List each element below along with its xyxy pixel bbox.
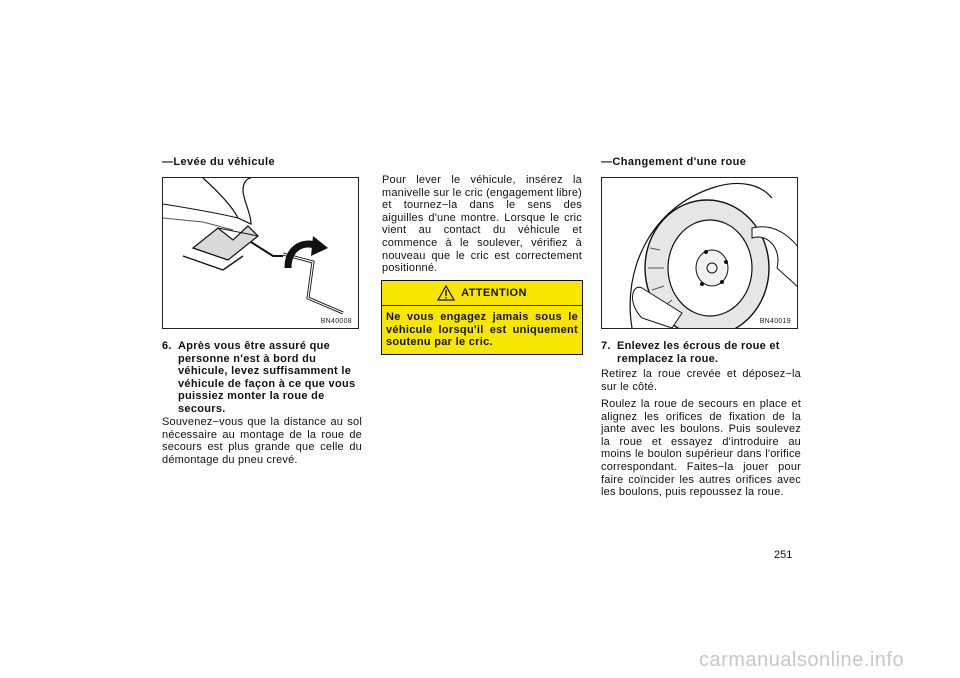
paragraph-lift-instructions: Pour lever le véhicule, insérez la manivelle sur le cric (engagement libre) et tournez−la dans le sens des aiguilles d'une montre. Lorsque le cric vient au contact du véhicule et commence à le soulever, vérifiez à nouveau que le cric est correctement positionné. <box>382 174 582 275</box>
jack-crank-icon <box>163 178 359 329</box>
attention-text: Ne vous engagez jamais sous le véhicule lorsqu'il est uniquement soutenu par le cric. <box>386 311 578 349</box>
figure-code: BN40008 <box>320 318 352 325</box>
warning-triangle-icon <box>437 285 455 301</box>
figure-jack-illustration <box>162 177 359 329</box>
step-7 <box>601 340 801 365</box>
section-title-wheel-change: —Changement d'une roue <box>601 156 747 168</box>
wheel-icon <box>602 178 798 329</box>
attention-title: ATTENTION <box>461 287 527 299</box>
step-text: Enlevez les écrous de roue et remplacez la roue. <box>617 340 780 365</box>
figure-code: BN40019 <box>759 318 791 325</box>
watermark-text: carmanualsonline.info <box>699 649 905 671</box>
page-number: 251 <box>774 549 793 561</box>
step-number: 7. <box>601 340 611 352</box>
paragraph-remove-wheel: Retirez la roue crevée et déposez−la sur le côté. <box>601 368 801 393</box>
step-text: Après vous être assuré que personne n'est à bord du véhicule, levez suffisamment le véhicule de façon à ce que vous puissiez monter la roue de secours. <box>178 340 356 415</box>
paragraph-ground-clearance: Souvenez−vous que la distance au sol nécessaire au montage de la roue de secours est plus grande que celle du démontage du pneu crevé. <box>162 416 362 466</box>
paragraph-mount-spare: Roulez la roue de secours en place et alignez les orifices de fixation de la jante avec les boulons. Puis soulevez la roue et essayez d'introduire au moins le boulon supérieur dans l'orifice correspondant. Faites−la jouer pour faire coïncider les autres orifices avec les boulons, puis repoussez la roue. <box>601 398 801 499</box>
figure-wheel-illustration <box>601 177 798 329</box>
attention-box <box>381 280 583 355</box>
section-title-jack: —Levée du véhicule <box>162 156 275 168</box>
step-number: 6. <box>162 340 172 352</box>
step-6 <box>162 340 362 416</box>
attention-header <box>382 281 582 306</box>
